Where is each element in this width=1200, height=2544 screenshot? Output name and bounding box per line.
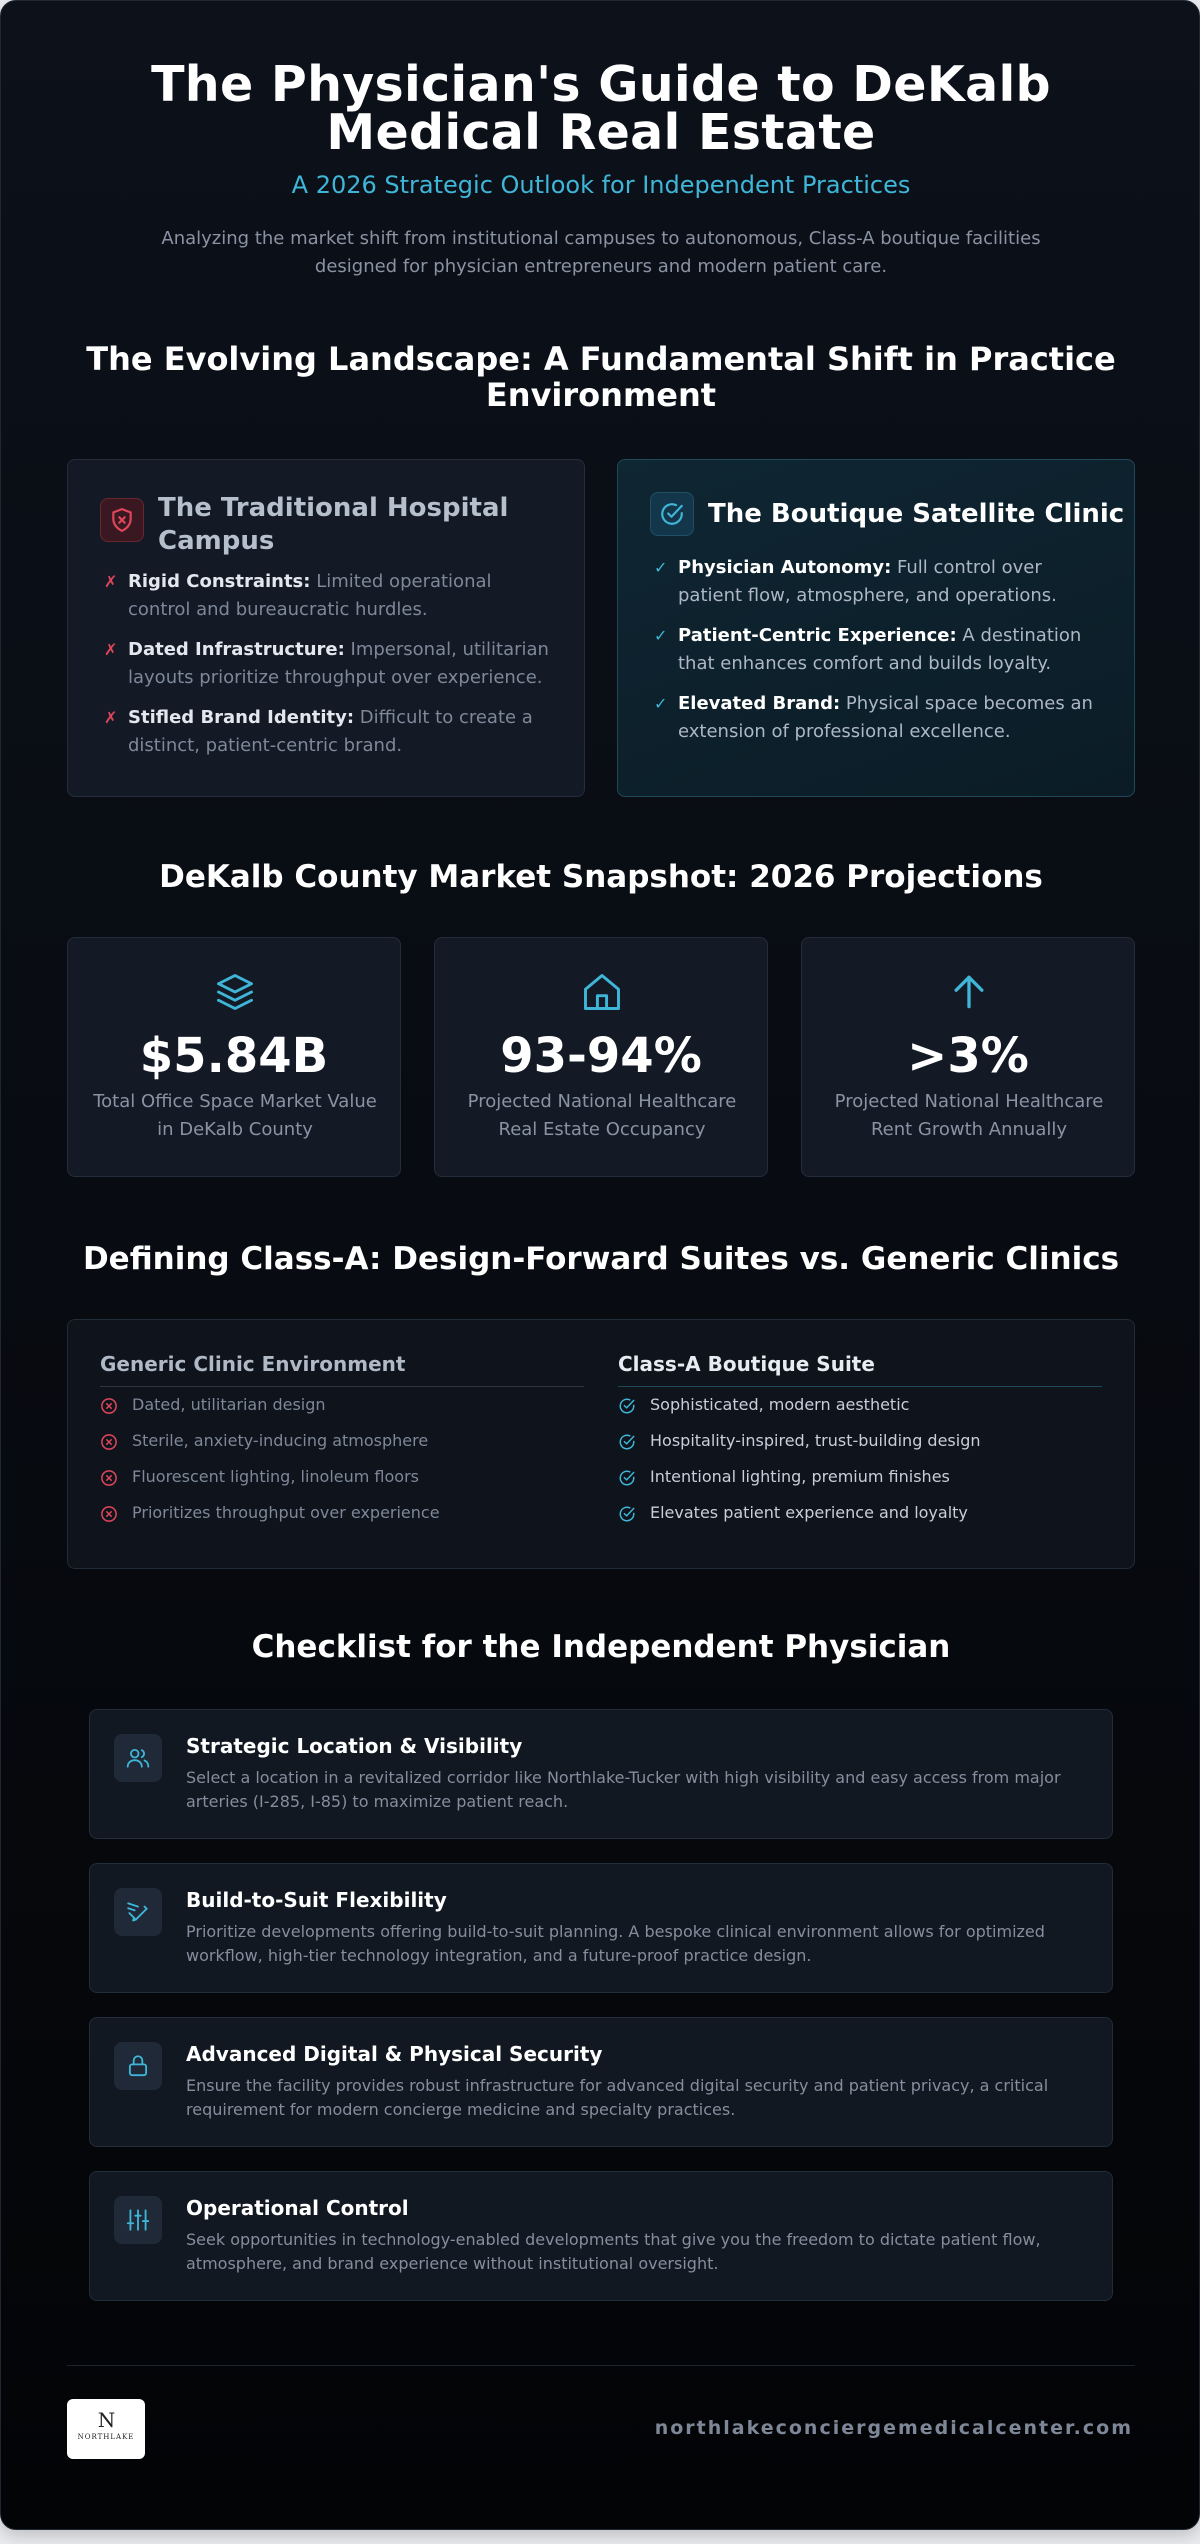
intro-text: Analyzing the market shift from institutional campuses to autonomous, Class-A boutique facilities designed for physician entrepreneurs and modern patient care.	[161, 228, 1041, 277]
website-link[interactable]: northlakeconciergemedicalcenter.com	[654, 2417, 1133, 2439]
ruler-pencil-icon	[114, 1888, 162, 1936]
lock-icon	[114, 2042, 162, 2090]
boutique-point: ✓ Patient-Centric Experience: A destination that enhances comfort and builds loyalty.	[678, 622, 1108, 678]
x-circle-icon	[100, 1469, 118, 1487]
checklist-item-desc: Seek opportunities in technology-enabled developments that give you the freedom to dictate patient flow, atmosphere, and brand experience without institutional oversight.	[186, 2230, 1041, 2273]
x-mark-icon: ✗	[104, 572, 118, 591]
page-title: The Physician's Guide to DeKalb Medical Real Estate	[151, 56, 1051, 161]
northlake-logo[interactable]	[67, 2399, 145, 2459]
list-item: Fluorescent lighting, linoleum floors	[100, 1459, 584, 1495]
classa-heading: Defining Class-A: Design-Forward Suites vs. Generic Clinics	[82, 1241, 1120, 1277]
check-circle-icon	[618, 1505, 636, 1523]
footer-divider	[67, 2365, 1135, 2366]
logo-name: NORTHLAKE	[77, 2433, 135, 2441]
checklist-item-title: Strategic Location & Visibility	[186, 1734, 523, 1758]
page-subtitle: A 2026 Strategic Outlook for Independent Practices	[291, 171, 911, 199]
check-mark-icon: ✓	[654, 694, 668, 713]
traditional-card-title: The Traditional Hospital Campus	[158, 493, 509, 556]
stat-label: Total Office Space Market Value in DeKalb County	[93, 1091, 377, 1140]
layers-icon	[213, 970, 257, 1014]
sliders-icon	[114, 2196, 162, 2244]
home-icon	[580, 970, 624, 1014]
list-item: Elevates patient experience and loyalty	[618, 1495, 1102, 1531]
landscape-heading: The Evolving Landscape: A Fundamental Shift in Practice Environment	[86, 340, 1116, 414]
checklist-item-desc: Ensure the facility provides robust infrastructure for advanced digital security and patient privacy, a critical requirement for modern concierge medicine and specialty practices.	[186, 2076, 1049, 2119]
check-circle-icon	[618, 1397, 636, 1415]
checklist-item-title: Advanced Digital & Physical Security	[186, 2042, 603, 2066]
stat-value: >3%	[907, 1028, 1029, 1084]
logo-monogram: N	[97, 2408, 115, 2432]
boutique-point: ✓ Physician Autonomy: Full control over patient flow, atmosphere, and operations.	[678, 554, 1108, 610]
traditional-point: ✗ Rigid Constraints: Limited operational control and bureaucratic hurdles.	[128, 568, 558, 624]
check-circle-icon	[618, 1469, 636, 1487]
checklist-item	[89, 2171, 1113, 2301]
stat-value: 93-94%	[500, 1028, 702, 1084]
check-circle-icon	[650, 492, 694, 536]
checklist-item-desc: Prioritize developments offering build-to-suit planning. A bespoke clinical environment allows for optimized workflow, high-tier technology integration, and a future-proof practice design.	[186, 1922, 1045, 1965]
boutique-card-title: The Boutique Satellite Clinic	[708, 499, 1125, 529]
list-item: Hospitality-inspired, trust-building design	[618, 1423, 1102, 1459]
checklist-item	[89, 1863, 1113, 1993]
boutique-point: ✓ Elevated Brand: Physical space becomes an extension of professional excellence.	[678, 690, 1108, 746]
check-circle-icon	[618, 1433, 636, 1451]
checklist-heading: Checklist for the Independent Physician	[251, 1629, 951, 1665]
x-mark-icon: ✗	[104, 708, 118, 727]
checklist-item	[89, 1709, 1113, 1839]
generic-column	[100, 1352, 584, 1531]
boutique-clinic-card	[617, 459, 1135, 797]
snapshot-heading: DeKalb County Market Snapshot: 2026 Projections	[159, 859, 1043, 895]
x-circle-icon	[100, 1505, 118, 1523]
stat-label: Projected National Healthcare Real Estate Occupancy	[467, 1091, 737, 1140]
comparison-table	[67, 1319, 1135, 1569]
checklist-item-title: Build-to-Suit Flexibility	[186, 1888, 447, 1912]
arrow-up-icon	[947, 970, 991, 1014]
checklist-item-desc: Select a location in a revitalized corridor like Northlake-Tucker with high visibility and easy access from major arteries (I-285, I-85) to maximize patient reach.	[186, 1768, 1061, 1811]
x-mark-icon: ✗	[104, 640, 118, 659]
traditional-point: ✗ Dated Infrastructure: Impersonal, utilitarian layouts prioritize throughput over experience.	[128, 636, 558, 692]
stat-value: $5.84B	[139, 1028, 329, 1084]
checklist-item-title: Operational Control	[186, 2196, 409, 2220]
stat-card	[434, 937, 768, 1177]
list-item: Dated, utilitarian design	[100, 1387, 584, 1423]
traditional-campus-card	[67, 459, 585, 797]
shield-x-icon	[100, 498, 144, 542]
boutique-suite-column	[618, 1352, 1102, 1531]
check-mark-icon: ✓	[654, 558, 668, 577]
check-mark-icon: ✓	[654, 626, 668, 645]
stat-label: Projected National Healthcare Rent Growth Annually	[834, 1091, 1104, 1140]
users-icon	[114, 1734, 162, 1782]
stat-card	[801, 937, 1135, 1177]
list-item: Prioritizes throughput over experience	[100, 1495, 584, 1531]
x-circle-icon	[100, 1397, 118, 1415]
list-item: Intentional lighting, premium finishes	[618, 1459, 1102, 1495]
x-circle-icon	[100, 1433, 118, 1451]
list-item: Sterile, anxiety-inducing atmosphere	[100, 1423, 584, 1459]
checklist-item	[89, 2017, 1113, 2147]
suite-column-title: Class-A Boutique Suite	[618, 1352, 1102, 1387]
generic-column-title: Generic Clinic Environment	[100, 1352, 584, 1387]
stat-card	[67, 937, 401, 1177]
list-item: Sophisticated, modern aesthetic	[618, 1387, 1102, 1423]
traditional-point: ✗ Stifled Brand Identity: Difficult to create a distinct, patient-centric brand.	[128, 704, 558, 760]
